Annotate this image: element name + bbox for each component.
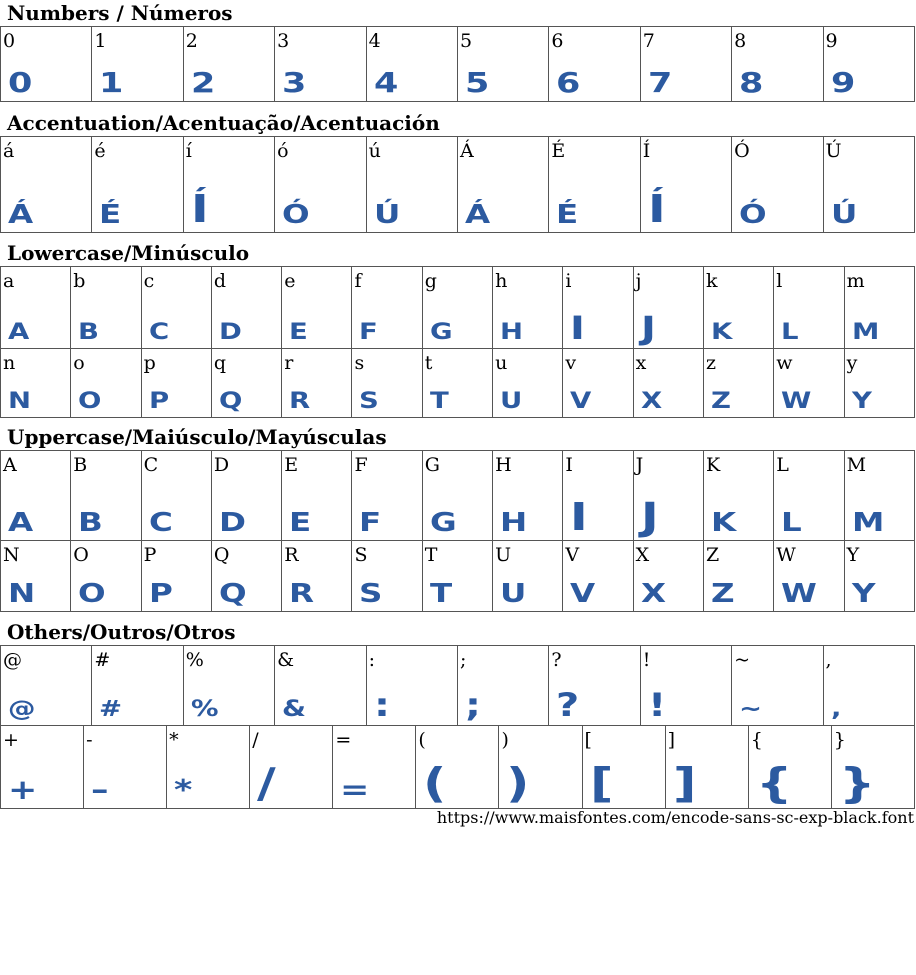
glyph-label: Ú: [825, 140, 842, 162]
glyph-label: v: [565, 352, 577, 374]
glyph-label: W: [776, 544, 796, 566]
glyph-label: Í: [642, 140, 651, 162]
glyph-sample: ,: [830, 697, 841, 722]
title-accents: Accentuation/Acentuação/Acentuación: [7, 111, 440, 135]
glyph-label: d: [213, 270, 227, 292]
glyph-label: 4: [368, 30, 381, 52]
glyph-sample: ]: [672, 759, 697, 807]
glyph-cell: [92, 137, 183, 233]
glyph-cell: [640, 27, 731, 102]
glyph-sample: 1: [99, 66, 124, 99]
glyph-sample: D: [218, 508, 246, 538]
lowercase-grid: [0, 266, 915, 418]
glyph-cell: [84, 726, 167, 809]
glyph-cell: [549, 137, 640, 233]
glyph-label: x: [635, 352, 647, 374]
glyph-cell: [732, 137, 823, 233]
title-numbers: Numbers / Números: [7, 1, 233, 25]
glyph-sample: U: [500, 389, 523, 414]
glyph-label: A: [3, 454, 17, 476]
glyph-sample: U: [500, 579, 527, 609]
glyph-cell: [71, 267, 141, 349]
glyph-cell: [71, 349, 141, 418]
glyph-cell: [282, 267, 352, 349]
glyph-sample: X: [640, 389, 662, 414]
glyph-label: 9: [825, 30, 838, 52]
glyph-sample: M: [851, 320, 879, 345]
glyph-sample: J: [640, 495, 659, 539]
glyph-cell: [1, 267, 71, 349]
glyph-label: é: [94, 140, 106, 162]
glyph-cell: [703, 349, 773, 418]
glyph-label: w: [776, 352, 793, 374]
glyph-label: P: [143, 544, 157, 566]
glyph-sample: X: [640, 579, 666, 609]
glyph-label: ~: [734, 649, 751, 671]
glyph-label: K: [705, 454, 721, 476]
glyph-label: g: [424, 270, 437, 292]
glyph-cell: [92, 646, 183, 726]
glyph-cell: [352, 267, 422, 349]
glyph-cell: [748, 726, 831, 809]
glyph-label: ú: [368, 140, 381, 162]
glyph-label: :: [368, 649, 375, 671]
glyph-label: m: [846, 270, 865, 292]
glyph-sample: N: [8, 389, 32, 414]
glyph-label: /: [252, 729, 259, 751]
glyph-cell: [457, 137, 548, 233]
glyph-label: L: [776, 454, 789, 476]
glyph-cell: [823, 137, 914, 233]
glyph-sample: V: [570, 389, 592, 414]
glyph-cell: [549, 646, 640, 726]
glyph-cell: [333, 726, 416, 809]
glyph-cell: [211, 267, 281, 349]
glyph-cell: [92, 27, 183, 102]
glyph-cell: [633, 451, 703, 541]
glyph-sample: *: [174, 773, 193, 806]
glyph-cell: [183, 646, 274, 726]
glyph-label: s: [354, 352, 365, 374]
glyph-label: Z: [705, 544, 720, 566]
glyph-sample: Á: [464, 200, 491, 230]
glyph-sample: Y: [851, 389, 872, 414]
glyph-sample: M: [851, 508, 884, 538]
glyph-label: e: [284, 270, 296, 292]
glyph-sample: P: [148, 389, 169, 414]
glyph-sample: J: [640, 309, 656, 347]
glyph-cell: [493, 451, 563, 541]
glyph-label: 7: [642, 30, 655, 52]
glyph-sample: 6: [556, 66, 581, 99]
glyph-cell: [167, 726, 250, 809]
glyph-sample: H: [500, 320, 524, 345]
glyph-cell: [633, 349, 703, 418]
glyph-cell: [282, 349, 352, 418]
glyph-sample: L: [781, 508, 802, 538]
glyph-sample: W: [781, 389, 812, 414]
glyph-sample: T: [429, 389, 449, 414]
glyph-sample: T: [429, 579, 452, 609]
glyph-label: }: [833, 729, 846, 751]
glyph-cell: [732, 646, 823, 726]
glyph-cell: [844, 451, 914, 541]
glyph-label: ?: [551, 649, 562, 671]
glyph-sample: ): [506, 759, 530, 807]
glyph-cell: [633, 267, 703, 349]
glyph-sample: [: [589, 759, 613, 807]
glyph-label: T: [424, 544, 438, 566]
glyph-sample: Ó: [282, 200, 310, 230]
glyph-label: I: [565, 454, 573, 476]
glyph-sample: B: [78, 320, 100, 345]
glyph-sample: B: [78, 508, 104, 538]
glyph-cell: [71, 541, 141, 612]
glyph-label: R: [284, 544, 299, 566]
glyph-label: c: [143, 270, 155, 292]
glyph-label: @: [3, 649, 22, 671]
others-grid-2: [0, 725, 915, 809]
glyph-sample: Q: [218, 389, 243, 414]
glyph-label: r: [284, 352, 294, 374]
glyph-cell: [422, 267, 492, 349]
glyph-cell: [352, 541, 422, 612]
glyph-sample: Z: [710, 389, 731, 414]
glyph-label: *: [169, 729, 179, 751]
glyph-sample: O: [78, 579, 106, 609]
glyph-label: {: [750, 729, 763, 751]
glyph-sample: Í: [647, 187, 666, 231]
glyph-label: S: [354, 544, 368, 566]
accents-grid: [0, 136, 915, 233]
glyph-cell: [703, 451, 773, 541]
glyph-label: F: [354, 454, 368, 476]
glyph-cell: [640, 137, 731, 233]
glyph-cell: [563, 267, 633, 349]
glyph-sample: 7: [647, 66, 673, 99]
glyph-cell: [352, 349, 422, 418]
glyph-label: ]: [667, 729, 676, 751]
glyph-cell: [732, 27, 823, 102]
glyph-sample: Z: [710, 579, 735, 609]
glyph-cell: [1, 726, 84, 809]
glyph-cell: [211, 541, 281, 612]
glyph-cell: [774, 349, 844, 418]
glyph-sample: F: [359, 320, 379, 345]
glyph-cell: [275, 646, 366, 726]
glyph-label: a: [3, 270, 15, 292]
glyph-sample: R: [289, 579, 315, 609]
glyph-cell: [141, 267, 211, 349]
glyph-label: U: [495, 544, 512, 566]
glyph-sample: +: [8, 773, 38, 806]
glyph-cell: [1, 137, 92, 233]
glyph-sample: #: [99, 697, 123, 722]
numbers-grid: [0, 26, 915, 102]
glyph-sample: O: [78, 389, 102, 414]
glyph-cell: [582, 726, 665, 809]
glyph-cell: [1, 451, 71, 541]
glyph-sample: É: [556, 200, 579, 230]
glyph-label: i: [565, 270, 572, 292]
glyph-sample: H: [500, 508, 528, 538]
glyph-sample: R: [289, 389, 311, 414]
glyph-label: t: [424, 352, 433, 374]
glyph-label: k: [705, 270, 718, 292]
glyph-cell: [422, 541, 492, 612]
glyph-label: h: [495, 270, 508, 292]
glyph-label: (: [418, 729, 426, 751]
glyph-sample: Í: [190, 187, 209, 231]
glyph-label: -: [86, 729, 93, 751]
glyph-label: 8: [734, 30, 747, 52]
glyph-cell: [1, 349, 71, 418]
glyph-sample: @: [8, 697, 36, 722]
glyph-sample: ~: [739, 697, 763, 722]
glyph-cell: [141, 541, 211, 612]
glyph-label: l: [776, 270, 783, 292]
glyph-cell: [563, 451, 633, 541]
glyph-cell: [282, 541, 352, 612]
glyph-label: j: [635, 270, 642, 292]
glyph-label: 0: [3, 30, 16, 52]
glyph-cell: [366, 27, 457, 102]
glyph-sample: L: [781, 320, 799, 345]
uppercase-grid: [0, 450, 915, 612]
glyph-sample: %: [190, 697, 219, 722]
glyph-label: C: [143, 454, 159, 476]
glyph-sample: A: [8, 508, 34, 538]
glyph-sample: (: [423, 759, 447, 807]
glyph-label: =: [335, 729, 352, 751]
glyph-label: q: [213, 352, 227, 374]
glyph-cell: [457, 646, 548, 726]
glyph-cell: [183, 27, 274, 102]
glyph-cell: [352, 451, 422, 541]
glyph-sample: S: [359, 389, 380, 414]
glyph-cell: [563, 541, 633, 612]
glyph-sample: P: [148, 579, 173, 609]
glyph-sample: E: [289, 320, 308, 345]
glyph-cell: [774, 451, 844, 541]
glyph-sample: /: [257, 759, 276, 807]
glyph-label: %: [185, 649, 204, 671]
glyph-sample: I: [570, 309, 586, 347]
glyph-label: Á: [459, 140, 474, 162]
glyph-label: V: [565, 544, 580, 566]
glyph-label: J: [635, 454, 644, 476]
glyph-label: 5: [459, 30, 473, 52]
glyph-cell: [774, 267, 844, 349]
glyph-label: ;: [459, 649, 467, 671]
glyph-label: u: [495, 352, 508, 374]
glyph-sample: Ú: [373, 200, 400, 230]
glyph-cell: [844, 267, 914, 349]
glyph-cell: [844, 349, 914, 418]
glyph-sample: K: [710, 508, 737, 538]
glyph-cell: [831, 726, 914, 809]
glyph-cell: [71, 451, 141, 541]
glyph-sample: A: [8, 320, 30, 345]
source-url: https://www.maisfontes.com/encode-sans-sc-exp-black.font: [436, 808, 914, 827]
glyph-sample: 5: [464, 66, 490, 99]
glyph-label: 1: [94, 30, 107, 52]
glyph-cell: [250, 726, 333, 809]
glyph-sample: C: [148, 320, 169, 345]
glyph-cell: [549, 27, 640, 102]
glyph-cell: [493, 541, 563, 612]
glyph-sample: &: [282, 697, 307, 722]
glyph-sample: 2: [190, 66, 216, 99]
others-grid-1: [0, 645, 915, 726]
glyph-label: 6: [551, 30, 564, 52]
glyph-label: E: [284, 454, 299, 476]
glyph-label: f: [354, 270, 362, 292]
glyph-sample: 9: [830, 66, 855, 99]
glyph-label: O: [73, 544, 89, 566]
glyph-label: !: [642, 649, 651, 671]
glyph-cell: [703, 541, 773, 612]
glyph-label: N: [3, 544, 20, 566]
glyph-sample: G: [429, 508, 457, 538]
glyph-label: á: [3, 140, 15, 162]
glyph-cell: [141, 349, 211, 418]
glyph-cell: [823, 646, 914, 726]
glyph-label: H: [495, 454, 512, 476]
glyph-label: É: [551, 140, 566, 162]
glyph-label: +: [3, 729, 19, 751]
glyph-cell: [422, 451, 492, 541]
glyph-cell: [1, 27, 92, 102]
glyph-cell: [774, 541, 844, 612]
glyph-label: Y: [846, 544, 860, 566]
glyph-cell: [366, 137, 457, 233]
glyph-sample: =: [340, 773, 370, 806]
glyph-label: B: [73, 454, 88, 476]
glyph-sample: S: [359, 579, 383, 609]
glyph-cell: [633, 541, 703, 612]
glyph-sample: Ó: [739, 200, 767, 230]
glyph-sample: F: [359, 508, 382, 538]
glyph-sample: Á: [8, 200, 34, 230]
glyph-sample: N: [8, 579, 36, 609]
glyph-label: 2: [185, 30, 198, 52]
glyph-label: y: [846, 352, 858, 374]
glyph-cell: [282, 451, 352, 541]
glyph-cell: [457, 27, 548, 102]
glyph-sample: Ú: [830, 200, 857, 230]
glyph-sample: G: [429, 320, 453, 345]
glyph-sample: {: [755, 759, 793, 807]
glyph-label: &: [277, 649, 295, 671]
glyph-sample: D: [218, 320, 242, 345]
glyph-cell: [499, 726, 582, 809]
glyph-label: 3: [277, 30, 290, 52]
glyph-label: z: [705, 352, 716, 374]
glyph-cell: [823, 27, 914, 102]
glyph-sample: E: [289, 508, 312, 538]
glyph-sample: I: [570, 495, 589, 539]
glyph-label: Ó: [734, 140, 750, 162]
glyph-cell: [422, 349, 492, 418]
glyph-sample: 0: [8, 66, 33, 99]
glyph-sample: ;: [464, 686, 481, 724]
glyph-sample: É: [99, 200, 122, 230]
glyph-label: G: [424, 454, 440, 476]
glyph-cell: [563, 349, 633, 418]
glyph-cell: [366, 646, 457, 726]
glyph-label: X: [635, 544, 650, 566]
glyph-cell: [211, 349, 281, 418]
glyph-cell: [1, 646, 92, 726]
glyph-sample: W: [781, 579, 818, 609]
glyph-label: D: [213, 454, 230, 476]
glyph-label: í: [185, 140, 192, 162]
glyph-sample: –: [91, 773, 109, 806]
glyph-label: b: [73, 270, 86, 292]
glyph-cell: [703, 267, 773, 349]
glyph-cell: [275, 137, 366, 233]
glyph-cell: [183, 137, 274, 233]
glyph-sample: V: [570, 579, 596, 609]
glyph-sample: 4: [373, 66, 398, 99]
glyph-label: p: [143, 352, 156, 374]
glyph-sample: K: [710, 320, 733, 345]
glyph-label: #: [94, 649, 111, 671]
glyph-sample: :: [373, 686, 390, 724]
glyph-label: M: [846, 454, 867, 476]
glyph-cell: [1, 541, 71, 612]
glyph-label: Q: [213, 544, 230, 566]
glyph-cell: [211, 451, 281, 541]
glyph-sample: 8: [739, 66, 764, 99]
glyph-cell: [844, 541, 914, 612]
glyph-cell: [416, 726, 499, 809]
glyph-sample: Q: [218, 579, 247, 609]
glyph-cell: [141, 451, 211, 541]
title-others: Others/Outros/Otros: [7, 620, 236, 644]
glyph-label: n: [3, 352, 16, 374]
glyph-sample: C: [148, 508, 173, 538]
glyph-cell: [275, 27, 366, 102]
glyph-cell: [640, 646, 731, 726]
glyph-label: ó: [277, 140, 289, 162]
glyph-sample: ?: [556, 686, 580, 724]
glyph-sample: 3: [282, 66, 307, 99]
glyph-label: ): [501, 729, 509, 751]
glyph-sample: Y: [851, 579, 876, 609]
title-uppercase: Uppercase/Maiúsculo/Mayúsculas: [7, 425, 387, 449]
glyph-sample: !: [647, 686, 666, 724]
glyph-label: o: [73, 352, 85, 374]
glyph-sample: }: [838, 759, 876, 807]
glyph-label: [: [584, 729, 592, 751]
glyph-cell: [665, 726, 748, 809]
glyph-label: ,: [825, 649, 832, 671]
title-lowercase: Lowercase/Minúsculo: [7, 241, 250, 265]
glyph-cell: [493, 349, 563, 418]
glyph-cell: [493, 267, 563, 349]
